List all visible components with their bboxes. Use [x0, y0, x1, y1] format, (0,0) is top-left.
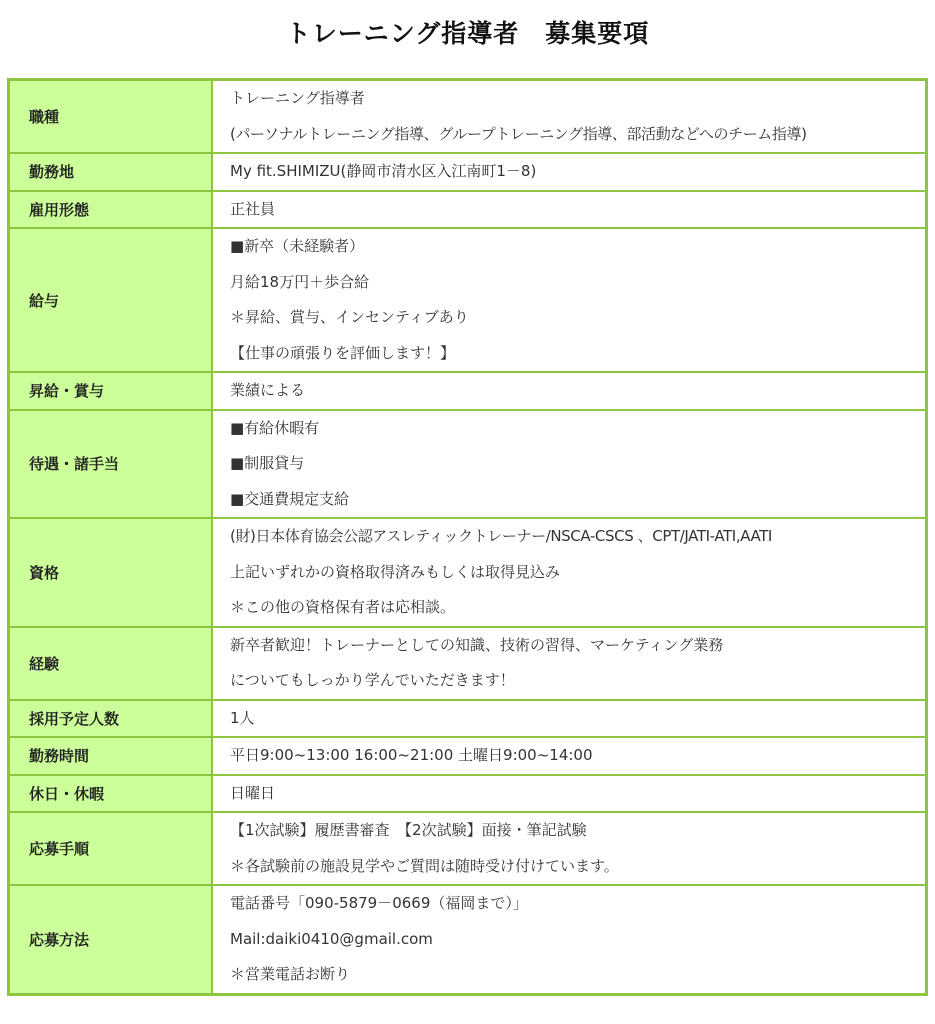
- row-value: [212, 627, 927, 700]
- row-value: [212, 775, 927, 813]
- table-row-working-hours: [9, 737, 927, 775]
- value-line: (財)日本体育協会公認アスレティックトレーナー/NSCA-CSCS 、CPT/JATI-ATI,AATI: [230, 527, 772, 545]
- value-line: ■制服貸与: [230, 454, 305, 472]
- value-line: ＊昇給、賞与、インセンティブあり: [230, 308, 469, 326]
- table-row-benefits: [9, 410, 927, 519]
- value-line: 【1次試験】履歴書審査 【2次試験】面接・筆記試験: [230, 821, 587, 839]
- row-value: [212, 228, 927, 372]
- recruitment-table-wrapper: [7, 78, 928, 996]
- value-line: トレーニング指導者: [230, 89, 365, 107]
- row-value: [212, 700, 927, 738]
- row-label: 勤務時間: [9, 737, 213, 775]
- row-value: [212, 737, 927, 775]
- row-label: 勤務地: [9, 153, 213, 191]
- row-label: 雇用形態: [9, 191, 213, 229]
- row-value: [212, 372, 927, 410]
- row-label: 給与: [9, 228, 213, 372]
- row-value: [212, 812, 927, 885]
- value-line: 上記いずれかの資格取得済みもしくは取得見込み: [230, 562, 561, 581]
- table-row-salary: [9, 228, 927, 372]
- value-line: (パーソナルトレーニング指導、グループトレーニング指導、部活動などへのチーム指導): [230, 124, 807, 143]
- value-line: ■交通費規定支給: [230, 489, 350, 508]
- row-label: 応募方法: [9, 885, 213, 994]
- row-label: 採用予定人数: [9, 700, 213, 738]
- value-line: ＊各試験前の施設見学やご質問は随時受け付けています。: [230, 856, 619, 875]
- value-line: 正社員: [230, 199, 276, 218]
- value-line: 業績による: [230, 381, 306, 399]
- table-row-raise-bonus: [9, 372, 927, 410]
- value-line: ＊営業電話お断り: [230, 965, 351, 983]
- table-row-job-type: [9, 80, 927, 154]
- row-label: 経験: [9, 627, 213, 700]
- row-label: 職種: [9, 80, 213, 154]
- value-line: ■有給休暇有: [230, 418, 320, 437]
- table-row-application-method: [9, 885, 927, 994]
- row-value: [212, 410, 927, 519]
- page-title: トレーニング指導者 募集要項: [285, 19, 650, 48]
- value-line: 【仕事の頑張りを評価します！】: [230, 343, 456, 362]
- value-line: My fit.SHIMIZU(静岡市清水区入江南町1－8): [230, 162, 537, 180]
- table-row-application-steps: [9, 812, 927, 885]
- value-line: 月給18万円＋歩合給: [230, 272, 370, 291]
- value-line: 1人: [230, 708, 255, 727]
- row-label: 待遇・諸手当: [9, 410, 213, 519]
- email-text: Mail:daiki0410@gmail.com: [230, 929, 433, 948]
- table-row-hiring-count: [9, 700, 927, 738]
- recruitment-table: [7, 78, 928, 996]
- table-row-work-location: [9, 153, 927, 191]
- row-label: 昇給・賞与: [9, 372, 213, 410]
- row-value: [212, 518, 927, 627]
- row-value: [212, 80, 927, 154]
- value-line: 平日9:00~13:00 16:00~21:00 土曜日9:00~14:00: [230, 746, 593, 764]
- value-line: 新卒者歓迎！トレーナーとしての知識、技術の習得、マーケティング業務: [230, 635, 724, 654]
- value-line: ■新卒（未経験者）: [230, 237, 365, 255]
- row-label: 休日・休暇: [9, 775, 213, 813]
- table-row-holidays: [9, 775, 927, 813]
- row-value: [212, 153, 927, 191]
- row-label: 応募手順: [9, 812, 213, 885]
- value-line: 日曜日: [230, 783, 276, 802]
- table-row-employment-type: [9, 191, 927, 229]
- row-label: 資格: [9, 518, 213, 627]
- value-line: についてもしっかり学んでいただきます！: [230, 671, 515, 689]
- phone-number-text: 電話番号「090-5879－0669（福岡まで）」: [230, 894, 528, 912]
- row-value: [212, 885, 927, 994]
- table-row-qualifications: [9, 518, 927, 627]
- row-value: [212, 191, 927, 229]
- table-row-experience: [9, 627, 927, 700]
- value-line: ＊この他の資格保有者は応相談。: [230, 598, 456, 616]
